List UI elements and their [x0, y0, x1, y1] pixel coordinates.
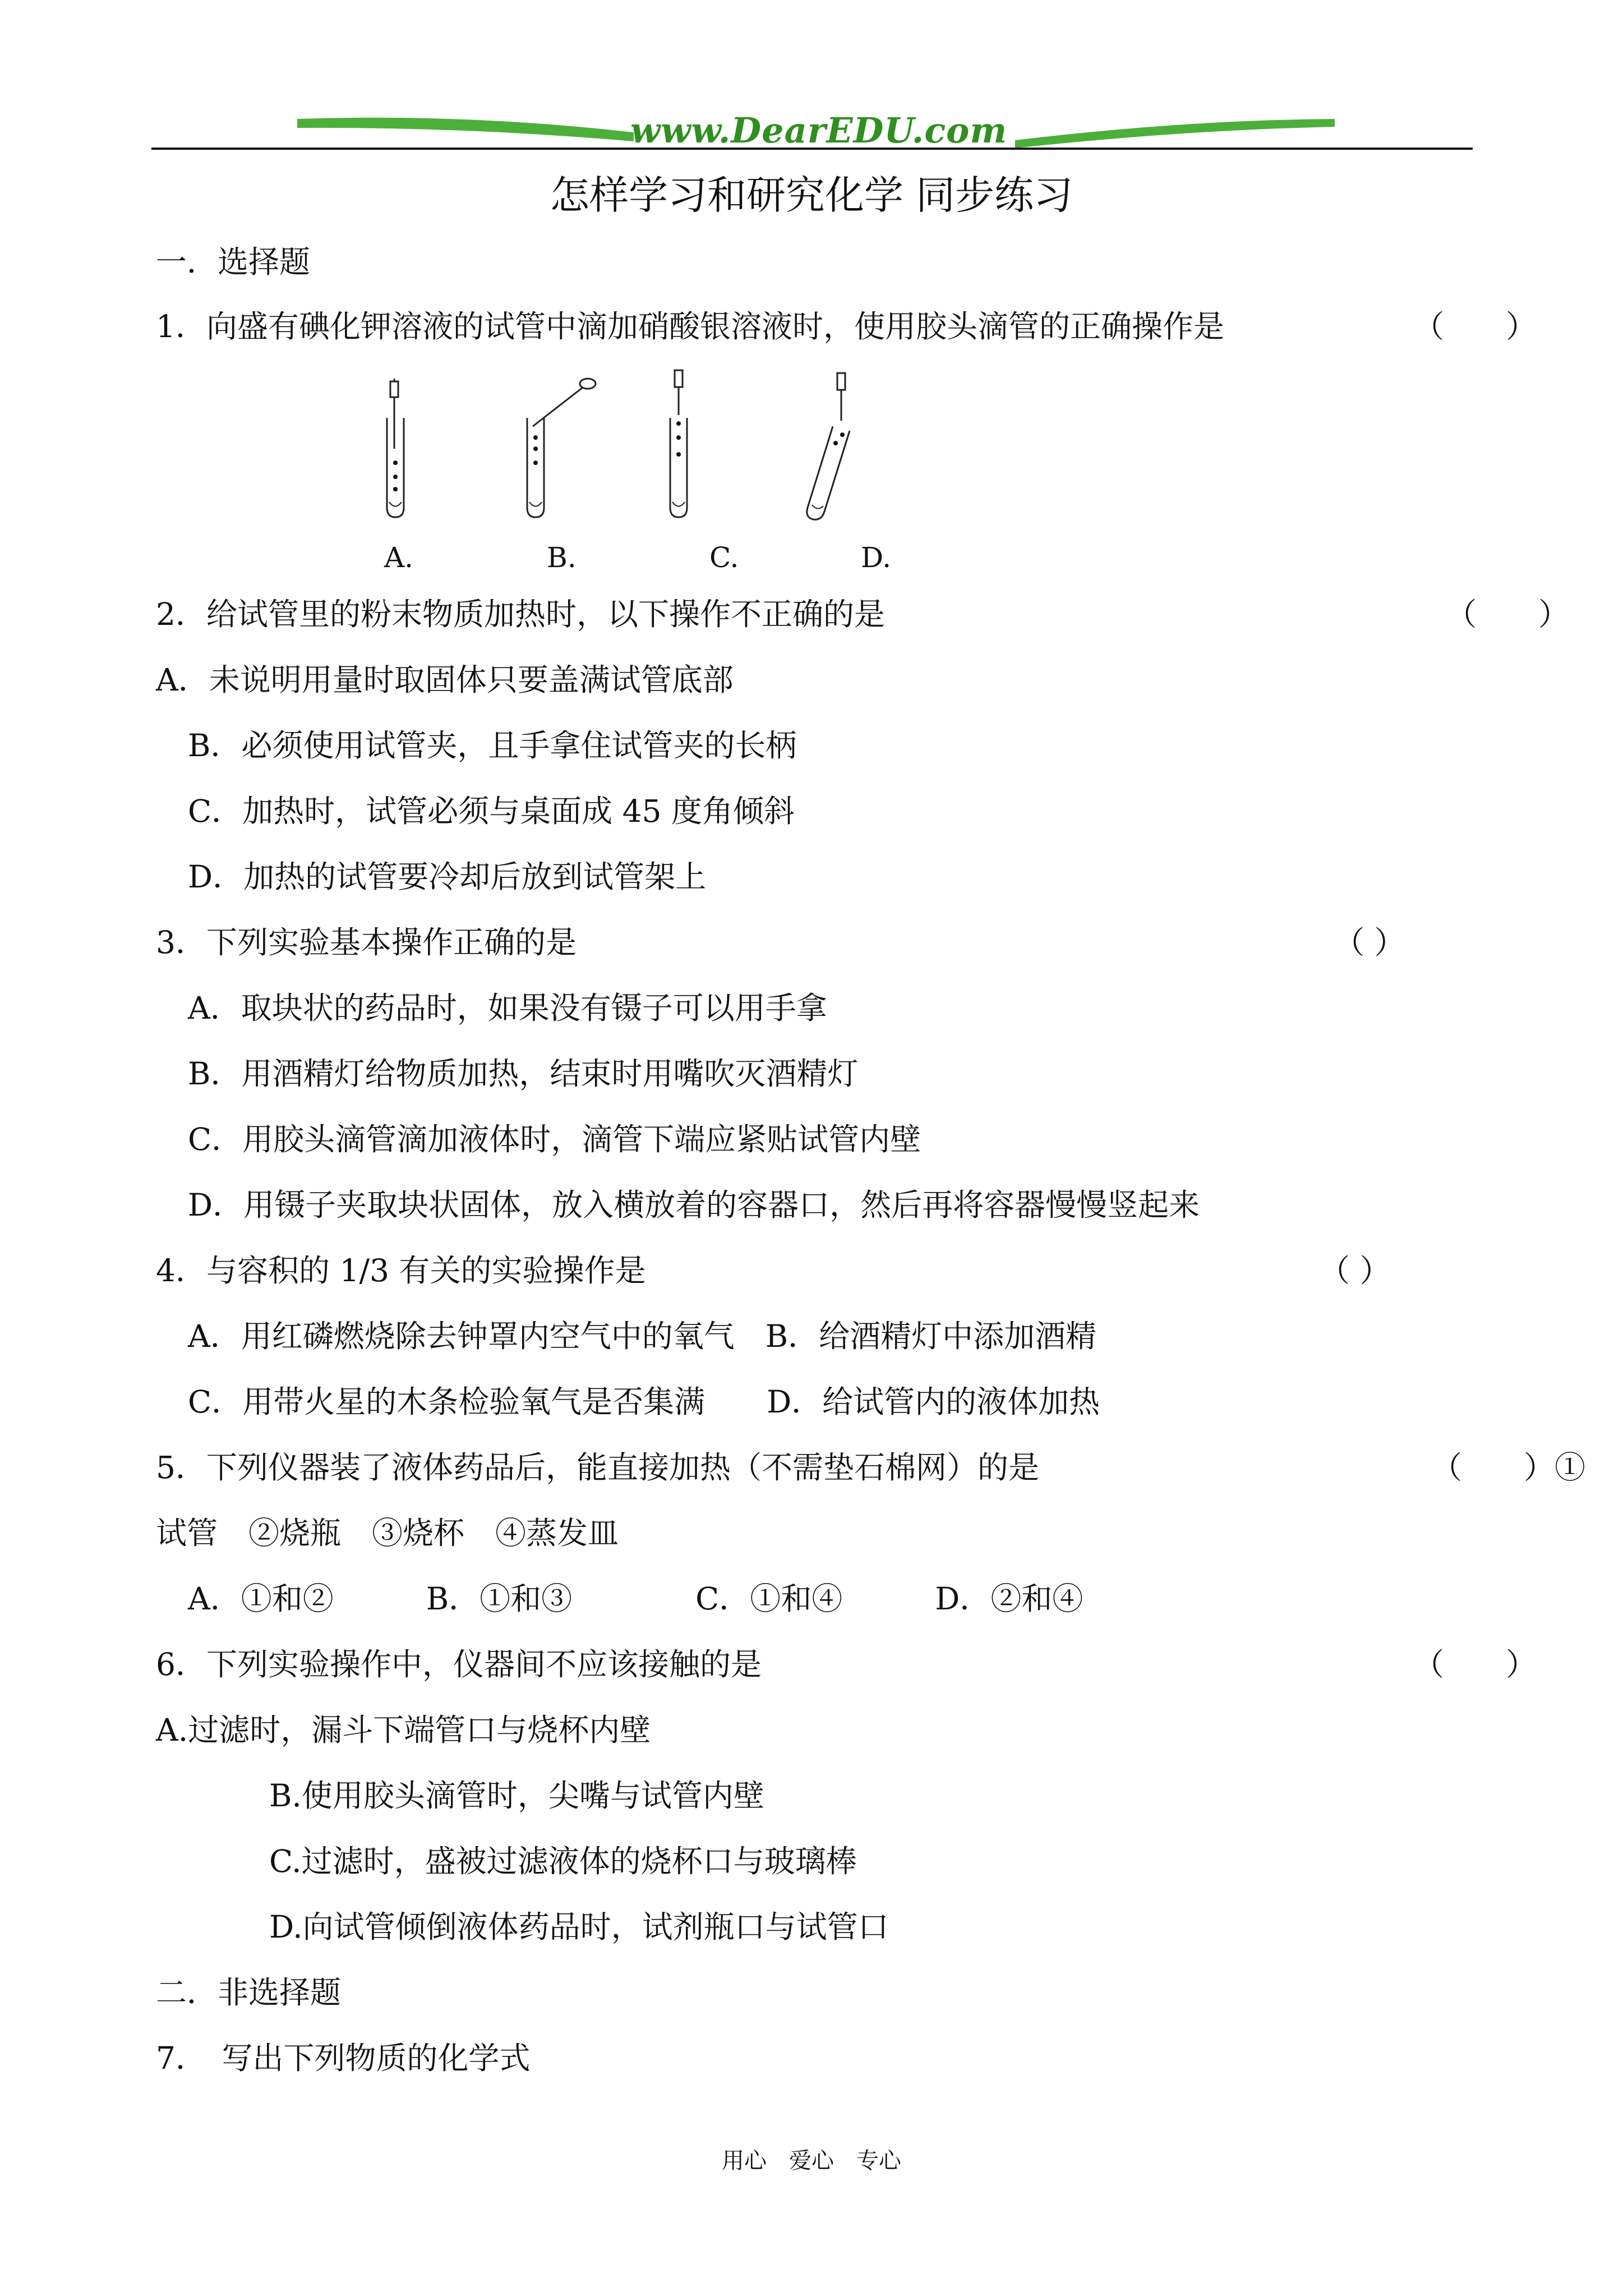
figure-option-b: B.	[547, 541, 577, 574]
option-text: B.使用胶头滴管时，尖嘴与试管内壁	[269, 1778, 764, 1814]
option-text: D．用镊子夹取块状固体，放入横放着的容器口，然后再将容器慢慢竖起来	[188, 1187, 1200, 1223]
answer-blank: （ ）	[1446, 596, 1570, 632]
option-text: A．①和② B．①和③ C．①和④ D．②和④	[188, 1581, 1083, 1617]
question-items: 试管 ②烧瓶 ③烧杯 ④蒸发皿	[156, 1515, 619, 1551]
answer-blank: （ ）	[1413, 309, 1537, 344]
question-4: 4．与容积的 1/3 有关的实验操作是	[156, 1253, 646, 1289]
option-text: D.向试管倾倒液体药品时，试剂瓶口与试管口	[269, 1909, 889, 1945]
page-title: 怎样学习和研究化学 同步练习	[550, 172, 1073, 218]
answer-blank: （ ）	[1413, 1646, 1537, 1682]
option-text: B．用酒精灯给物质加热，结束时用嘴吹灭酒精灯	[188, 1056, 859, 1092]
answer-blank: （ ）	[1334, 924, 1405, 960]
option-text: A．用红磷燃烧除去钟罩内空气中的氧气 B．给酒精灯中添加酒精	[188, 1318, 1097, 1354]
question-7: 7． 写出下列物质的化学式	[156, 2040, 531, 2076]
option-text: C．用带火星的木条检验氧气是否集满 D．给试管内的液体加热	[188, 1384, 1100, 1420]
option-text: D．加热的试管要冷却后放到试管架上	[188, 859, 707, 895]
dropper-figure	[359, 365, 920, 533]
option-text: A．取块状的药品时，如果没有镊子可以用手拿	[188, 990, 827, 1026]
option-text: A．未说明用量时取固体只要盖满试管底部	[156, 662, 734, 698]
section-heading: 二．非选择题	[156, 1975, 342, 2010]
question-6: 6．下列实验操作中，仪器间不应该接触的是	[156, 1646, 762, 1682]
test-tube-dropper-icon	[359, 365, 920, 533]
answer-blank: （ ）	[1319, 1253, 1391, 1289]
question-1: 1．向盛有碘化钾溶液的试管中滴加硝酸银溶液时，使用胶头滴管的正确操作是	[156, 309, 1224, 344]
logo-text: www.DearEDU.com	[630, 110, 1008, 151]
header-rule	[151, 148, 1473, 150]
figure-option-c: C.	[709, 541, 739, 574]
figure-option-a: A.	[384, 541, 414, 574]
question-2: 2．给试管里的粉末物质加热时，以下操作不正确的是	[156, 596, 885, 632]
figure-option-d: D.	[861, 541, 892, 574]
option-text: C.过滤时，盛被过滤液体的烧杯口与玻璃棒	[269, 1843, 857, 1879]
page-footer: 用心 爱心 专心	[722, 2148, 901, 2174]
option-text: C．加热时，试管必须与桌面成 45 度角倾斜	[188, 793, 795, 829]
option-text: C．用胶头滴管滴加液体时，滴管下端应紧贴试管内壁	[188, 1121, 921, 1157]
option-text: B．必须使用试管夹，且手拿住试管夹的长柄	[188, 728, 797, 763]
option-text: A.过滤时，漏斗下端管口与烧杯内壁	[156, 1712, 651, 1748]
question-5: 5．下列仪器装了液体药品后，能直接加热（不需垫石棉网）的是	[156, 1450, 1039, 1485]
answer-blank: （ ）①	[1431, 1450, 1586, 1485]
question-3: 3．下列实验基本操作正确的是	[156, 924, 577, 960]
section-heading: 一．选择题	[156, 244, 311, 280]
